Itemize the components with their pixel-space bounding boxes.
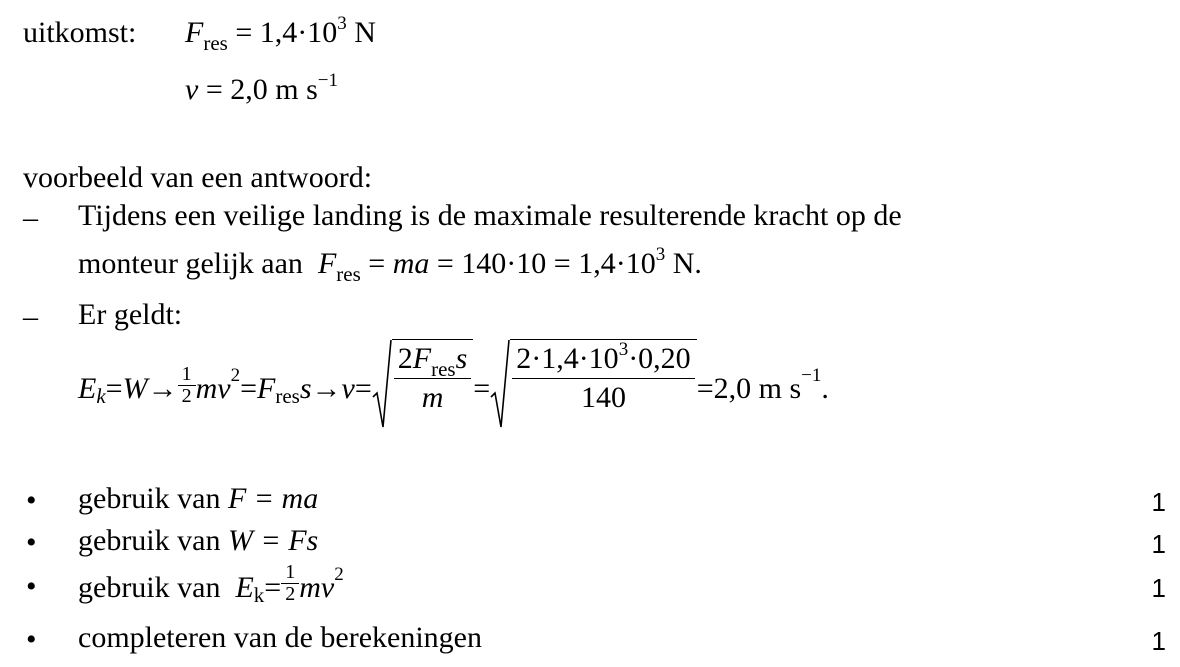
result-label: uitkomst: (23, 16, 137, 49)
sqrt-numeric (490, 339, 696, 431)
energy-equation: E k = W → $\frac{1}{2}$ m v 2 = F res s → v = $\frac{2F_{res}s}{m}$ = $\frac{2\cdot 1,4\cdot 10^3\cdot 0,20}{140}$ = 2,0 m s −1 . (78, 343, 829, 435)
symbolic-fraction: $\frac{2F_{res}s}{m}$ (394, 340, 472, 416)
half-fraction: $\frac{1}{2}$ (281, 562, 299, 605)
half-fraction: $\frac{1}{2}$ (178, 364, 196, 407)
score-item-3: gebruik van E k = $\frac{1}{2}$ mv 2 (78, 561, 344, 607)
example-heading: voorbeeld van een antwoord: (23, 161, 373, 194)
score-bullet-2: • (26, 526, 37, 559)
score-points-1: 1 (1151, 487, 1166, 517)
item-1-line-1: Tijdens een veilige landing is de maximale resulterende kracht op de (78, 199, 902, 232)
score-item-2: gebruik van W = Fs (78, 524, 319, 557)
result-velocity-formula: v = 2,0 m $s^{-1}$ (185, 70, 338, 106)
score-points-3: 1 (1151, 573, 1166, 603)
item-dash-1: – (23, 201, 38, 234)
score-bullet-1: • (26, 484, 37, 517)
item-dash-2: – (23, 300, 38, 333)
result-force-formula: $F_{res} = 1,4\cdot 10^3$ N (185, 13, 376, 55)
score-item-1: gebruik van F = ma (78, 482, 319, 515)
sqrt-symbolic (372, 339, 474, 431)
sqrt-radical-icon (490, 339, 510, 431)
score-points-4: 1 (1151, 626, 1166, 656)
score-item-4: completeren van de berekeningen (78, 621, 482, 654)
score-bullet-4: • (26, 623, 37, 656)
numeric-fraction: $\frac{2\cdot 1,4\cdot 10^3\cdot 0,20}{140}$ (512, 340, 694, 416)
score-bullet-3: • (26, 570, 37, 603)
sqrt-radical-icon (372, 339, 392, 431)
score-points-2: 1 (1151, 529, 1166, 559)
item-2-text: Er geldt: (78, 298, 183, 331)
item-1-line-2: monteur gelijk aan $F_{res}$ = ma = $140\cdot 10 = 1,4\cdot 10^3$ N. (78, 244, 702, 286)
